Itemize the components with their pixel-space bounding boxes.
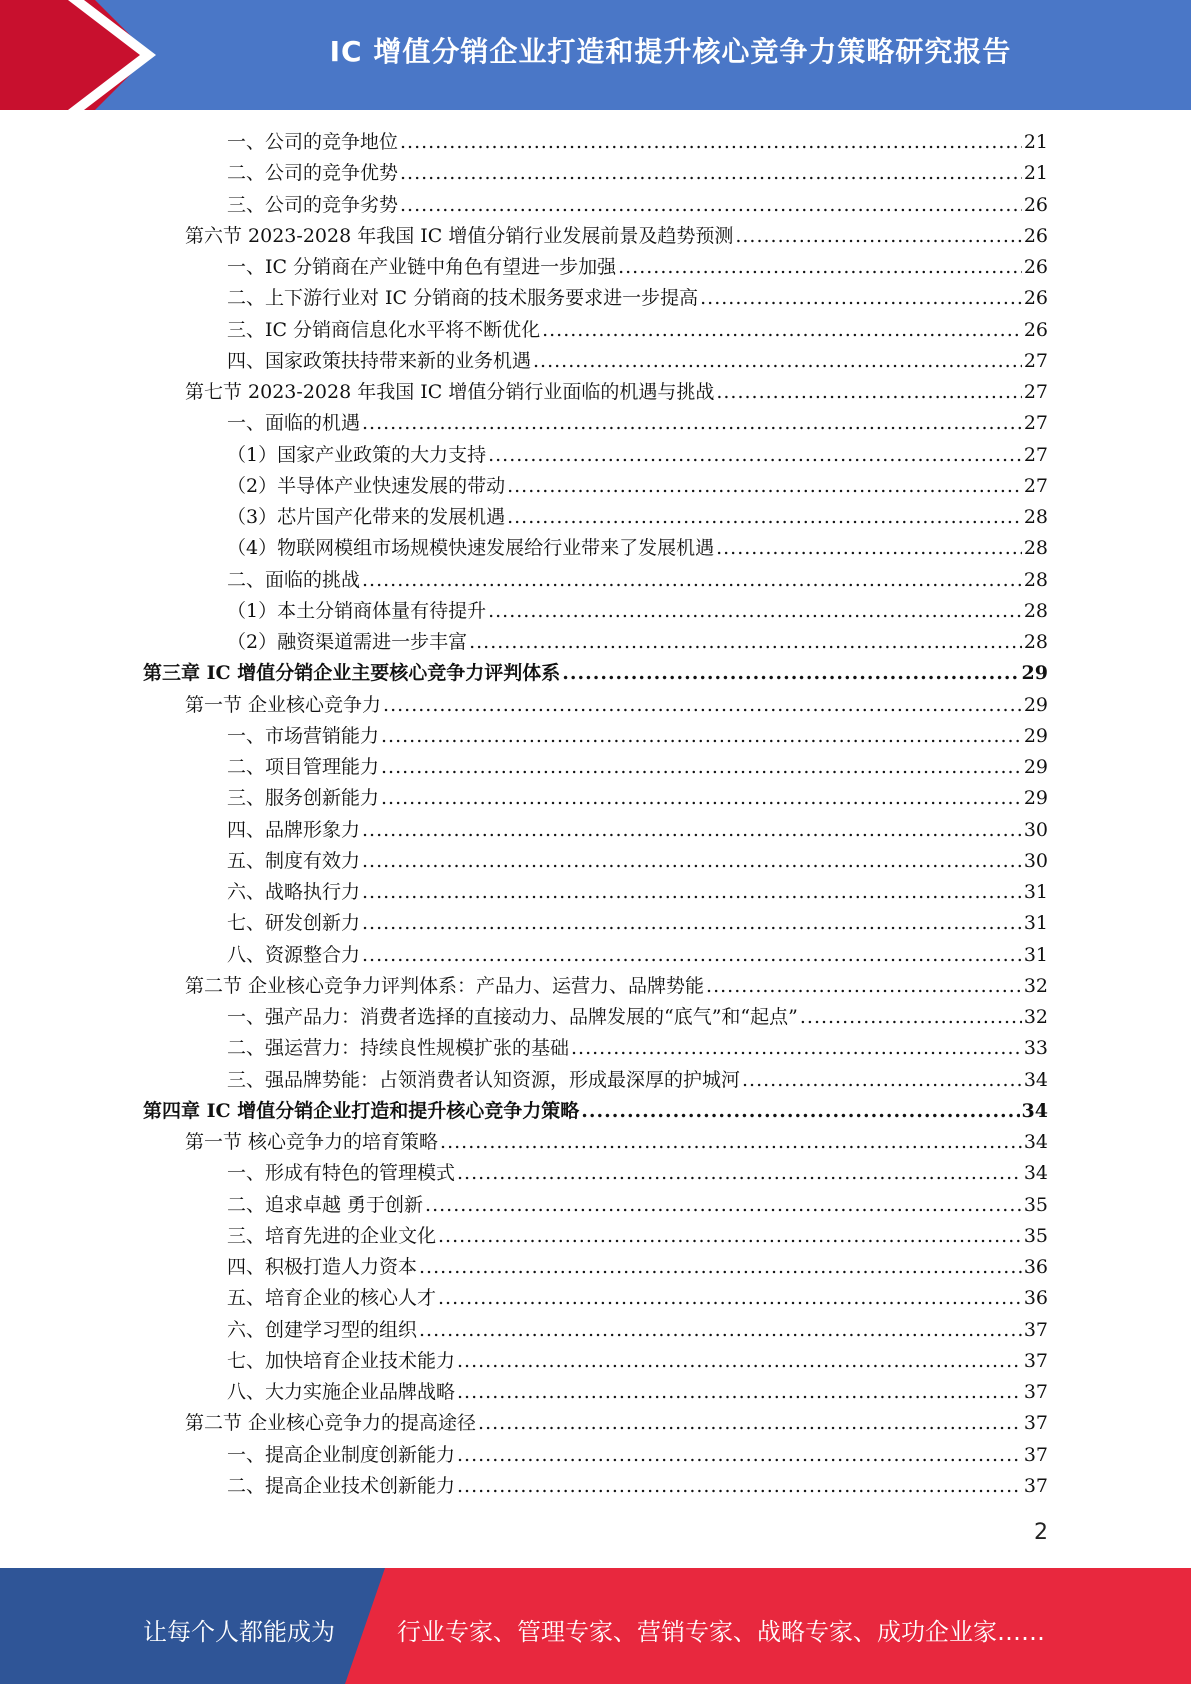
toc-entry-page: 26 [1023, 318, 1048, 341]
toc-dot-leader [419, 1253, 1022, 1281]
toc-dot-leader [457, 1347, 1022, 1375]
toc-entry[interactable] [227, 1472, 1048, 1500]
toc-entry[interactable] [227, 1347, 1048, 1375]
toc-entry[interactable] [185, 378, 1048, 406]
toc-entry[interactable] [227, 1284, 1048, 1312]
toc-entry-title: 三、公司的竞争劣势 [227, 193, 399, 216]
toc-entry[interactable] [227, 566, 1048, 594]
toc-entry-title: 七、研发创新力 [227, 912, 361, 935]
toc-entry-title: 二、公司的竞争优势 [227, 162, 399, 185]
toc-entry[interactable] [227, 1191, 1048, 1219]
toc-entry[interactable] [227, 1441, 1048, 1469]
toc-entry-page: 37 [1023, 1318, 1048, 1341]
toc-entry-title: （4）物联网模组市场规模快速发展给行业带来了发展机遇 [227, 537, 715, 560]
toc-dot-leader [381, 753, 1022, 781]
toc-entry-page: 29 [1023, 693, 1048, 716]
toc-dot-leader [457, 1378, 1022, 1406]
toc-entry[interactable] [227, 816, 1048, 844]
toc-entry-page: 27 [1023, 381, 1048, 403]
toc-dot-leader [438, 1222, 1022, 1250]
toc-dot-leader [716, 378, 1021, 406]
toc-entry-page: 29 [1021, 662, 1048, 685]
toc-entry-page: 30 [1023, 818, 1048, 841]
toc-entry-page: 37 [1023, 1349, 1048, 1372]
toc-entry[interactable] [227, 472, 1048, 500]
toc-entry-title: 第一节 企业核心竞争力 [185, 693, 382, 716]
toc-dot-leader [457, 1441, 1022, 1469]
toc-dot-leader [488, 441, 1022, 469]
toc-entry[interactable] [227, 753, 1048, 781]
toc-entry[interactable] [185, 222, 1048, 250]
toc-entry-page: 37 [1023, 1443, 1048, 1466]
toc-entry-page: 28 [1023, 631, 1048, 653]
toc-entry-title: 八、大力实施企业品牌战略 [227, 1381, 456, 1403]
toc-entry-title: 二、强运营力：持续良性规模扩张的基础 [227, 1037, 570, 1060]
toc-entry-page: 26 [1023, 193, 1048, 216]
toc-entry[interactable] [227, 534, 1048, 562]
toc-entry-page: 27 [1023, 474, 1048, 497]
toc-dot-leader [469, 628, 1022, 656]
toc-entry-title: 八、资源整合力 [227, 943, 361, 966]
page-footer [0, 1568, 1191, 1684]
toc-dot-leader [562, 659, 1019, 687]
toc-entry-page: 31 [1023, 943, 1048, 966]
toc-entry-title: 六、战略执行力 [227, 881, 361, 903]
toc-entry-page: 32 [1023, 974, 1048, 997]
toc-entry-page: 29 [1023, 724, 1048, 747]
toc-entry[interactable] [227, 628, 1048, 656]
toc-entry[interactable] [227, 941, 1048, 969]
toc-dot-leader [571, 1034, 1022, 1062]
toc-entry[interactable] [227, 597, 1048, 625]
toc-entry-title: 一、强产品力：消费者选择的直接动力、品牌发展的“底气”和“起点” [227, 1006, 798, 1028]
toc-entry[interactable] [227, 722, 1048, 750]
toc-dot-leader [400, 128, 1022, 156]
toc-entry-title: 一、提高企业制度创新能力 [227, 1443, 456, 1466]
toc-dot-leader [488, 597, 1022, 625]
toc-entry[interactable] [227, 1316, 1048, 1344]
toc-dot-leader [581, 1097, 1019, 1125]
toc-entry[interactable] [227, 284, 1048, 312]
toc-entry-title: 三、强品牌势能：占领消费者认知资源，形成最深厚的护城河 [227, 1068, 741, 1091]
toc-entry-page: 21 [1023, 131, 1048, 153]
toc-entry-page: 29 [1023, 787, 1048, 810]
toc-entry-page: 31 [1023, 912, 1048, 935]
toc-entry-title: 二、面临的挑战 [227, 568, 361, 591]
toc-entry-title: 一、公司的竞争地位 [227, 131, 399, 153]
toc-dot-leader [381, 722, 1022, 750]
toc-entry-title: 四、积极打造人力资本 [227, 1256, 418, 1278]
toc-entry[interactable] [227, 878, 1048, 906]
header-red-block [0, 0, 150, 110]
toc-entry-page: 27 [1023, 412, 1048, 435]
toc-entry-page: 31 [1023, 881, 1048, 903]
toc-entry-page: 27 [1023, 349, 1048, 372]
toc-entry-page: 34 [1023, 1131, 1048, 1153]
toc-entry-title: 第三章 IC 增值分销企业主要核心竞争力评判体系 [143, 662, 561, 685]
toc-entry-page: 34 [1021, 1099, 1048, 1122]
toc-entry-page: 26 [1023, 224, 1048, 247]
toc-entry-title: 三、服务创新能力 [227, 787, 380, 810]
toc-entry-page: 37 [1023, 1412, 1048, 1435]
toc-dot-leader [381, 784, 1022, 812]
toc-dot-leader [507, 503, 1022, 531]
toc-entry-title: 第一节 核心竞争力的培育策略 [185, 1131, 439, 1153]
toc-entry-title: 五、制度有效力 [227, 849, 361, 872]
toc-entry-title: 第二节 企业核心竞争力评判体系：产品力、运营力、品牌势能 [185, 974, 705, 997]
toc-entry[interactable] [227, 1378, 1048, 1406]
toc-dot-leader [362, 909, 1022, 937]
toc-entry[interactable] [227, 316, 1048, 344]
toc-dot-leader [800, 1003, 1022, 1031]
toc-entry[interactable] [227, 1159, 1048, 1187]
toc-entry-page: 27 [1023, 443, 1048, 466]
toc-entry-title: 第六节 2023-2028 年我国 IC 增值分销行业发展前景及趋势预测 [185, 224, 734, 247]
toc-entry-title: 三、IC 分销商信息化水平将不断优化 [227, 318, 541, 341]
toc-dot-leader [362, 878, 1022, 906]
toc-entry-title: 一、面临的机遇 [227, 412, 361, 435]
toc-entry-page: 21 [1023, 162, 1048, 185]
toc-entry-page: 28 [1023, 568, 1048, 591]
toc-entry-page: 37 [1023, 1381, 1048, 1403]
toc-entry-title: 一、市场营销能力 [227, 724, 380, 747]
toc-dot-leader [425, 1191, 1022, 1219]
toc-entry-title: 一、形成有特色的管理模式 [227, 1162, 456, 1185]
toc-entry-title: 五、培育企业的核心人才 [227, 1287, 437, 1310]
toc-dot-leader [700, 284, 1022, 312]
toc-dot-leader [507, 472, 1022, 500]
toc-entry-title: 第四章 IC 增值分销企业打造和提升核心竞争力策略 [143, 1099, 580, 1122]
page-number: 2 [1034, 1520, 1048, 1545]
toc-entry[interactable] [185, 972, 1048, 1000]
toc-entry[interactable] [143, 1097, 1048, 1125]
toc-entry[interactable] [185, 691, 1048, 719]
toc-entry-page: 35 [1023, 1224, 1048, 1247]
toc-dot-leader [400, 191, 1022, 219]
toc-entry[interactable] [227, 1066, 1048, 1094]
toc-dot-leader [706, 972, 1022, 1000]
toc-entry-page: 36 [1023, 1256, 1048, 1278]
toc-entry[interactable] [227, 1222, 1048, 1250]
toc-entry-title: 四、品牌形象力 [227, 818, 361, 841]
toc-dot-leader [457, 1472, 1022, 1500]
toc-dot-leader [716, 534, 1022, 562]
toc-entry-page: 28 [1023, 537, 1048, 560]
toc-entry-page: 35 [1023, 1193, 1048, 1216]
toc-dot-leader [419, 1316, 1022, 1344]
toc-entry[interactable] [227, 1253, 1048, 1281]
page-header [0, 0, 1191, 110]
footer-slogan-left: 让每个人都能成为 [143, 1618, 335, 1646]
toc-entry-title: 第二节 企业核心竞争力的提高途径 [185, 1412, 477, 1435]
toc-entry[interactable] [227, 784, 1048, 812]
toc-dot-leader [362, 816, 1022, 844]
toc-entry-page: 30 [1023, 849, 1048, 872]
toc-entry-title: 一、IC 分销商在产业链中角色有望进一步加强 [227, 256, 617, 278]
toc-entry[interactable] [227, 253, 1048, 281]
toc-entry[interactable] [227, 347, 1048, 375]
toc-dot-leader [457, 1159, 1022, 1187]
toc-entry-page: 29 [1023, 756, 1048, 778]
toc-dot-leader [542, 316, 1022, 344]
toc-entry[interactable] [227, 191, 1048, 219]
toc-dot-leader [362, 847, 1022, 875]
toc-entry-page: 34 [1023, 1068, 1048, 1091]
toc-entry-title: 二、项目管理能力 [227, 756, 380, 778]
toc-dot-leader [735, 222, 1021, 250]
toc-dot-leader [533, 347, 1022, 375]
toc-entry[interactable] [227, 159, 1048, 187]
toc-entry[interactable] [227, 847, 1048, 875]
toc-entry-title: 四、国家政策扶持带来新的业务机遇 [227, 349, 532, 372]
toc-entry-page: 33 [1023, 1037, 1048, 1060]
toc-entry-title: 七、加快培育企业技术能力 [227, 1349, 456, 1372]
toc-entry-page: 26 [1023, 256, 1048, 278]
toc-entry-title: 二、上下游行业对 IC 分销商的技术服务要求进一步提高 [227, 287, 699, 310]
toc-entry[interactable] [143, 659, 1048, 687]
toc-entry[interactable] [227, 441, 1048, 469]
toc-dot-leader [618, 253, 1022, 281]
toc-entry-title: 二、追求卓越 勇于创新 [227, 1193, 424, 1216]
toc-dot-leader [478, 1409, 1022, 1437]
toc-entry[interactable] [227, 909, 1048, 937]
toc-dot-leader [362, 941, 1022, 969]
toc-entry[interactable] [227, 128, 1048, 156]
toc-entry-title: 六、创建学习型的组织 [227, 1318, 418, 1341]
toc-entry-title: （3）芯片国产化带来的发展机遇 [227, 506, 506, 528]
footer-slogan-right: 行业专家、管理专家、营销专家、战略专家、成功企业家…… [397, 1618, 1045, 1646]
toc-entry[interactable] [227, 1034, 1048, 1062]
toc-entry-title: （1）本土分销商体量有待提升 [227, 599, 487, 622]
toc-entry[interactable] [227, 503, 1048, 531]
toc-entry-page: 34 [1023, 1162, 1048, 1185]
toc-entry-title: 第七节 2023-2028 年我国 IC 增值分销行业面临的机遇与挑战 [185, 381, 715, 403]
toc-entry-title: 三、培育先进的企业文化 [227, 1224, 437, 1247]
toc-entry[interactable] [185, 1128, 1048, 1156]
toc-entry-page: 28 [1023, 506, 1048, 528]
toc-dot-leader [400, 159, 1022, 187]
toc-entry-page: 26 [1023, 287, 1048, 310]
toc-entry-page: 37 [1023, 1474, 1048, 1497]
toc-dot-leader [383, 691, 1022, 719]
toc-dot-leader [440, 1128, 1022, 1156]
toc-dot-leader [362, 566, 1022, 594]
toc-dot-leader [362, 409, 1022, 437]
toc-entry-title: （1）国家产业政策的大力支持 [227, 443, 487, 466]
toc-dot-leader [438, 1284, 1022, 1312]
toc-entry-title: （2）半导体产业快速发展的带动 [227, 474, 506, 497]
toc-entry-title: 二、提高企业技术创新能力 [227, 1474, 456, 1497]
toc-entry[interactable] [227, 1003, 1048, 1031]
toc-dot-leader [742, 1066, 1022, 1094]
report-title: IC 增值分销企业打造和提升核心竞争力策略研究报告 [329, 35, 1012, 68]
toc-entry-page: 28 [1023, 599, 1048, 622]
toc-entry-page: 36 [1023, 1287, 1048, 1310]
toc-entry-title: （2）融资渠道需进一步丰富 [227, 631, 468, 653]
toc-entry-page: 32 [1023, 1006, 1048, 1028]
toc-entry[interactable] [185, 1409, 1048, 1437]
toc-entry[interactable] [227, 409, 1048, 437]
